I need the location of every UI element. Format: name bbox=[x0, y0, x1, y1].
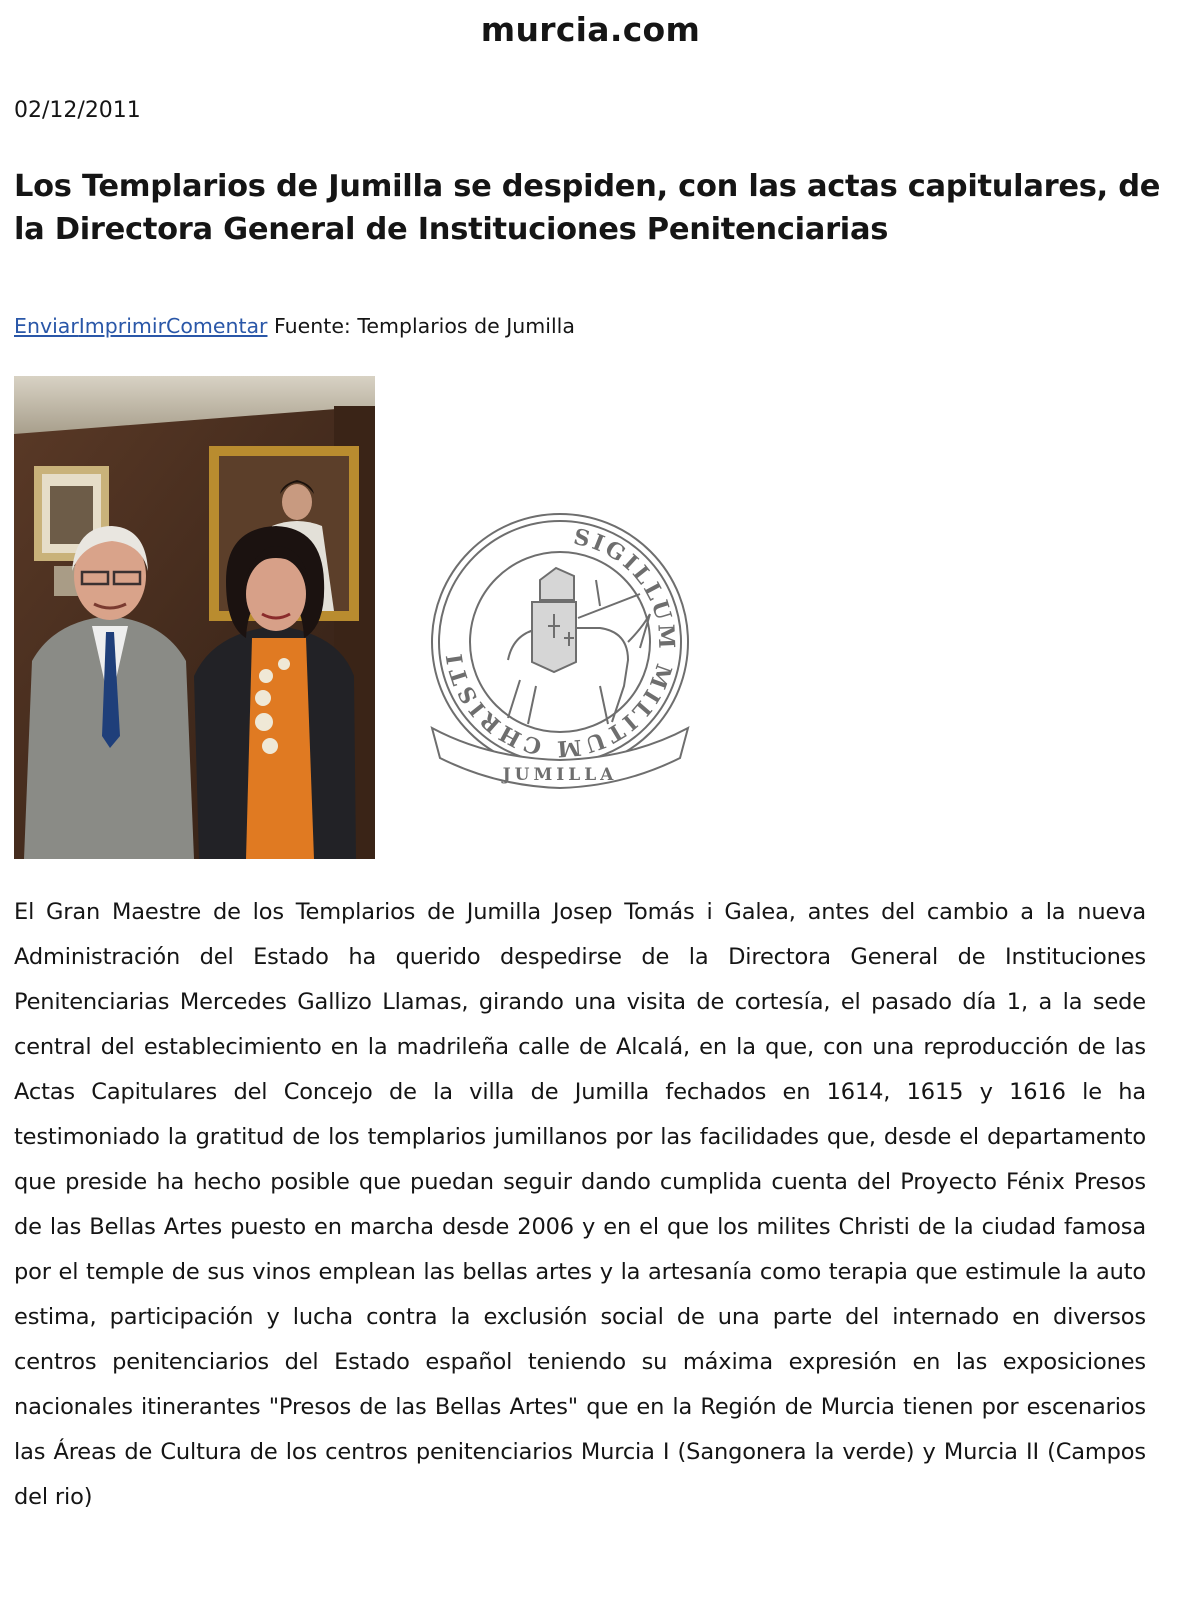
seal-illustration bbox=[428, 510, 692, 800]
templar-seal bbox=[428, 510, 692, 800]
article-photo bbox=[14, 376, 375, 859]
site-name: murcia.com bbox=[480, 10, 701, 49]
seal-ring-text: SIGILLUM MILITUM CHRISTI bbox=[441, 523, 680, 762]
article-title: Los Templarios de Jumilla se despiden, con las actas capitulares, de la Directora General de Instituciones Penitenciarias bbox=[14, 169, 1161, 247]
send-link[interactable]: Enviar bbox=[14, 314, 79, 338]
seal-banner-text: JUMILLA bbox=[502, 765, 618, 785]
article-date: 02/12/2011 bbox=[14, 98, 141, 123]
source-label: Fuente: Templarios de Jumilla bbox=[274, 314, 575, 338]
print-link[interactable]: Imprimir bbox=[78, 314, 167, 338]
comment-link[interactable]: Comentar bbox=[166, 314, 268, 338]
photo-illustration bbox=[14, 376, 375, 859]
article-meta bbox=[14, 314, 575, 338]
article-body: El Gran Maestre de los Templarios de Jumilla Josep Tomás i Galea, antes del cambio a la nueva Administración del Estado ha querido despedirse de la Directora General de Instituciones Penitenciarias Mercedes Gallizo Llamas, girando una visita de cortesía, el pasado día 1, a la sede central del establecimiento en la madrileña calle de Alcalá, en la que, con una reproducción de las Actas Capitulares del Concejo de la villa de Jumilla fechados en 1614, 1615 y 1616 le ha testimoniado la gratitud de los templarios jumillanos por las facilidades que, desde el departamento que preside ha hecho posible que puedan seguir dando cumplida cuenta del Proyecto Fénix Presos de las Bellas Artes puesto en marcha desde 2006 y en el que los milites Christi de la ciudad famosa por el temple de sus vinos emplean las bellas artes y la artesanía como terapia que estimule la auto estima, participación y lucha contra la exclusión social de una parte del internado en diversos centros penitenciarios del Estado español teniendo su máxima expresión en las exposiciones nacionales itinerantes "Presos de las Bellas Artes" que en la Región de Murcia tienen por escenarios las Áreas de Cultura de los centros penitenciarios Murcia I (Sangonera la verde) y Murcia II (Campos del rio) bbox=[14, 899, 1146, 1510]
